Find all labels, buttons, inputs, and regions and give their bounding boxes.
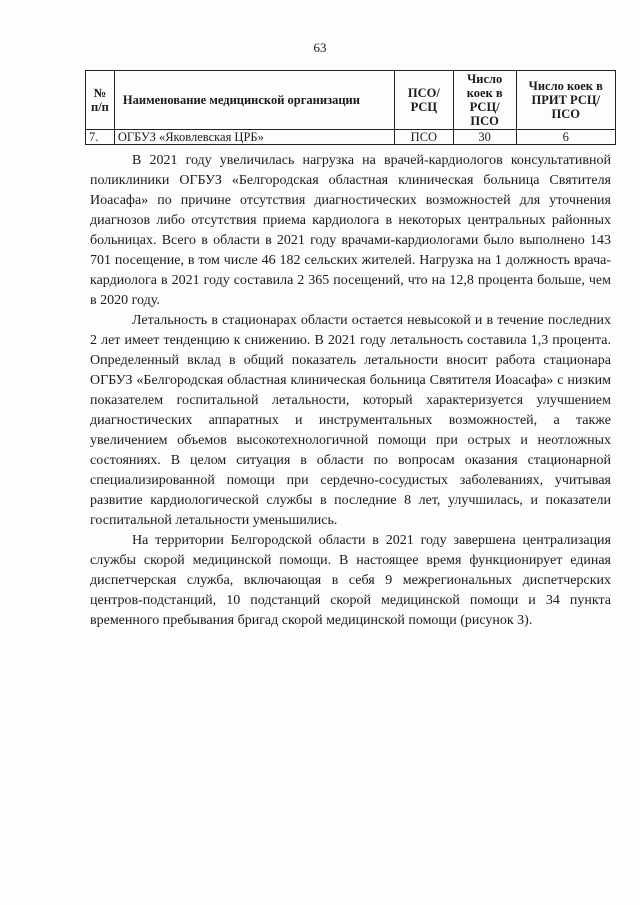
column-header-center-type: ПСО/ РСЦ (394, 71, 453, 130)
cell-number: 7. (86, 130, 115, 145)
column-header-number: № п/п (86, 71, 115, 130)
column-header-icu-beds: Число коек в ПРИТ РСЦ/ПСО (516, 71, 615, 130)
cell-beds: 30 (453, 130, 516, 145)
cell-organization-name: ОГБУЗ «Яковлевская ЦРБ» (114, 130, 394, 145)
paragraph-hospital-mortality: Летальность в стационарах области остается невысокой и в течение последних 2 лет имеет тенденцию к снижению. В 2021 году летальность составила 1,3 процента. Определенный вклад в общий показатель летальности вносит работа стационара ОГБУЗ «Белгородская областная клиническая больница Святителя Иоасафа» с низким показателем госпитальной летальности, который характеризуется улучшением диагностических аппаратных и инструментальных возможностей, а также увеличением объемов высокотехнологичной помощи при острых и неотложных состояниях. В целом ситуация в области по вопросам оказания стационарной специализированной помощи при сердечно-сосудистых заболеваниях, учитывая развитие кардиологической службы в последние 8 лет, улучшилась, и показатели госпитальной летальности уменьшились. (90, 313, 611, 528)
page-number: 63 (313, 40, 327, 55)
column-header-organization-name: Наименование медицинской организации (114, 71, 394, 130)
body-text (90, 151, 611, 631)
paragraph-emergency-service: На территории Белгородской области в 2021 году завершена централизация службы скорой медицинской помощи. В настоящее время функционирует единая диспетчерская служба, включающая в себя 9 межрегиональных диспетчерских центров-подстанций, 10 подстанций скорой медицинской помощи и 34 пункта временного пребывания бригад скорой медицинской помощи (рисунок 3). (90, 533, 611, 628)
cell-center-type: ПСО (394, 130, 453, 145)
cell-icu-beds: 6 (516, 130, 615, 145)
paragraph-cardiology-workload: В 2021 году увеличилась нагрузка на врачей-кардиологов консультативной поликлиники ОГБУЗ «Белгородская областная клиническая больница Святителя Иоасафа» по причине отсутствия диагностических возможностей для уточнения диагнозов либо отсутствия приема кардиолога в некоторых центральных районных больницах. Всего в области в 2021 году врачами-кардиологами было выполнено 143 701 посещение, в том числе 46 182 сельских жителей. Нагрузка на 1 должность врача-кардиолога в 2021 году составила 2 365 посещений, что на 12,8 процента больше, чем в 2020 году. (90, 153, 611, 308)
table-header-row (86, 71, 616, 130)
medical-organizations-table (85, 70, 616, 145)
table-row (86, 130, 616, 145)
column-header-beds: Число коек в РСЦ/ ПСО (453, 71, 516, 130)
